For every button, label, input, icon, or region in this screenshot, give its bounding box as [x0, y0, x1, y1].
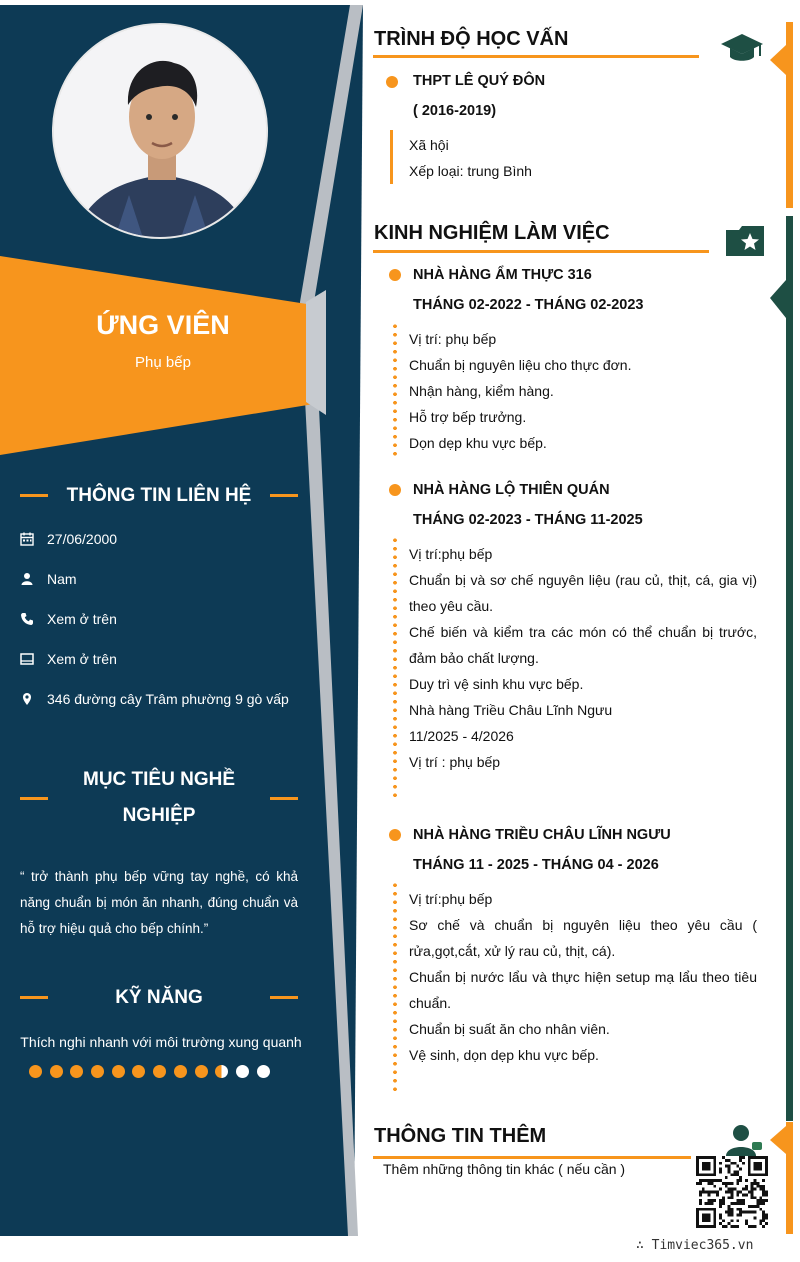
- qr-code-icon: [696, 1156, 768, 1228]
- brand-name: Timviec365.vn: [651, 1238, 754, 1253]
- heading-rule-right: [270, 494, 298, 497]
- skills-heading: KỸ NĂNG: [115, 987, 203, 1008]
- heading-rule-right: [270, 797, 298, 800]
- job-line: Hỗ trợ bếp trưởng.: [409, 409, 527, 425]
- education-line: Xã hội: [409, 137, 449, 153]
- education-title: TRÌNH ĐỘ HỌC VẤN: [374, 28, 569, 50]
- entry-bullet: [386, 76, 398, 88]
- job-line: Vị trí : phụ bếp: [409, 754, 501, 770]
- job-period: THÁNG 02-2023 - THÁNG 11-2025: [413, 512, 643, 528]
- job-line: Chuẩn bị nguyên liệu cho thực đơn.: [409, 357, 632, 373]
- job-description: [409, 886, 757, 1068]
- job-company: NHÀ HÀNG LỘ THIÊN QUÁN: [413, 482, 610, 498]
- job-line: Nhận hàng, kiểm hàng.: [409, 383, 554, 399]
- entry-bullet: [389, 829, 401, 841]
- education-school: THPT LÊ QUÝ ĐÔN: [413, 73, 546, 89]
- candidate-role: Phụ bếp: [135, 354, 191, 371]
- skill-dot: [50, 1065, 63, 1078]
- skill-dot: [70, 1065, 83, 1078]
- skill-dot: [215, 1065, 228, 1078]
- calendar-icon: [20, 532, 34, 546]
- skill-dot: [29, 1065, 42, 1078]
- section-rule: [373, 250, 709, 253]
- entry-bullet: [389, 484, 401, 496]
- extra-text: Thêm những thông tin khác ( nếu cần ): [383, 1161, 626, 1177]
- job-line: Duy trì vệ sinh khu vực bếp.: [409, 676, 584, 692]
- experience-title: KINH NGHIỆM LÀM VIỆC: [374, 222, 610, 244]
- entry-dotted-line: [393, 536, 397, 802]
- objective-text: “ trở thành phụ bếp vững tay nghề, có khả năng chuẩn bị món ăn nhanh, đúng chuẩn và hỗ trợ hiệu quả cho bếp chính.”: [20, 869, 298, 936]
- location-icon: [20, 692, 34, 706]
- skill-dot: [153, 1065, 166, 1078]
- job-line: Chuẩn bị và sơ chế nguyên liệu (rau củ, thịt, cá, gia vị) theo yêu cầu.: [409, 572, 757, 614]
- education-details: [409, 132, 757, 184]
- section-rule: [373, 1156, 691, 1159]
- education-line: Xếp loại: trung Bình: [409, 163, 532, 179]
- skill-dot: [257, 1065, 270, 1078]
- contact-phone: [20, 611, 117, 627]
- objective-heading-line2: NGHIỆP: [122, 805, 196, 826]
- job-description: [409, 326, 757, 456]
- skill-dot: [174, 1065, 187, 1078]
- user-icon: [20, 572, 34, 586]
- job-line: Dọn dẹp khu vực bếp.: [409, 435, 547, 451]
- contact-email: [20, 651, 117, 667]
- skill-dot: [236, 1065, 249, 1078]
- contact-text: Nam: [47, 571, 77, 587]
- entry-bar: [390, 130, 393, 184]
- contact-dob: [20, 531, 117, 547]
- entry-dotted-line: [393, 881, 397, 1091]
- entry-dotted-line: [393, 322, 397, 456]
- job-line: Nhà hàng Triều Châu Lĩnh Ngưu: [409, 702, 613, 718]
- contact-text: 346 đường cây Trâm phường 9 gò vấp: [47, 691, 289, 707]
- phone-icon: [20, 612, 34, 626]
- skill-name: Thích nghi nhanh với môi trường xung quanh: [20, 1034, 302, 1050]
- job-line: Chế biến và kiểm tra các món có thể chuẩn bị trước, đảm bảo chất lượng.: [409, 624, 757, 666]
- job-company: NHÀ HÀNG TRIỀU CHÂU LĨNH NGƯU: [413, 827, 671, 843]
- skill-dot: [132, 1065, 145, 1078]
- email-icon: [20, 652, 34, 666]
- job-line: Chuẩn bị nước lẩu và thực hiện setup mạ lẩu theo tiêu chuẩn.: [409, 969, 757, 1011]
- skill-level-dots: [29, 1065, 277, 1078]
- job-period: THÁNG 02-2022 - THÁNG 02-2023: [413, 297, 644, 313]
- person-icon: [724, 1124, 764, 1156]
- heading-rule-left: [20, 797, 48, 800]
- job-line: Chuẩn bị suất ăn cho nhân viên.: [409, 1021, 610, 1037]
- job-description: [409, 541, 757, 775]
- education-period: ( 2016-2019): [413, 103, 497, 119]
- job-line: Vị trí: phụ bếp: [409, 331, 497, 347]
- contact-text: 27/06/2000: [47, 531, 118, 547]
- job-line: Vị trí:phụ bếp: [409, 891, 493, 907]
- job-line: Vị trí:phụ bếp: [409, 546, 493, 562]
- graduation-cap-icon: [720, 32, 764, 64]
- skill-dot: [112, 1065, 125, 1078]
- contact-gender: [20, 571, 77, 587]
- footer-brand: [636, 1238, 753, 1253]
- briefcase-star-icon: [724, 222, 766, 258]
- contact-heading: THÔNG TIN LIÊN HỆ: [66, 485, 252, 506]
- heading-rule-right: [270, 996, 298, 999]
- job-line: Sơ chế và chuẩn bị nguyên liệu theo yêu cầu ( rửa,gọt,cắt, xử lý rau củ, thịt, cá).: [409, 917, 757, 959]
- entry-bullet: [389, 269, 401, 281]
- contact-address: [20, 691, 289, 707]
- job-line: 11/2025 - 4/2026: [409, 728, 514, 744]
- contact-text: Xem ở trên: [47, 651, 117, 667]
- avatar: [52, 23, 268, 239]
- skill-dot: [91, 1065, 104, 1078]
- brand-mark-icon: ∴: [636, 1238, 652, 1253]
- contact-text: Xem ở trên: [47, 611, 117, 627]
- avatar-portrait-icon: [54, 25, 268, 239]
- job-company: NHÀ HÀNG ẨM THỰC 316: [413, 267, 592, 283]
- candidate-name: ỨNG VIÊN: [96, 310, 230, 340]
- extra-title: THÔNG TIN THÊM: [374, 1125, 547, 1147]
- skill-dot: [195, 1065, 208, 1078]
- section-rule: [373, 55, 699, 58]
- job-line: Vệ sinh, dọn dẹp khu vực bếp.: [409, 1047, 599, 1063]
- objective-heading-line1: MỤC TIÊU NGHỀ: [83, 769, 235, 790]
- job-period: THÁNG 11 - 2025 - THÁNG 04 - 2026: [413, 857, 659, 873]
